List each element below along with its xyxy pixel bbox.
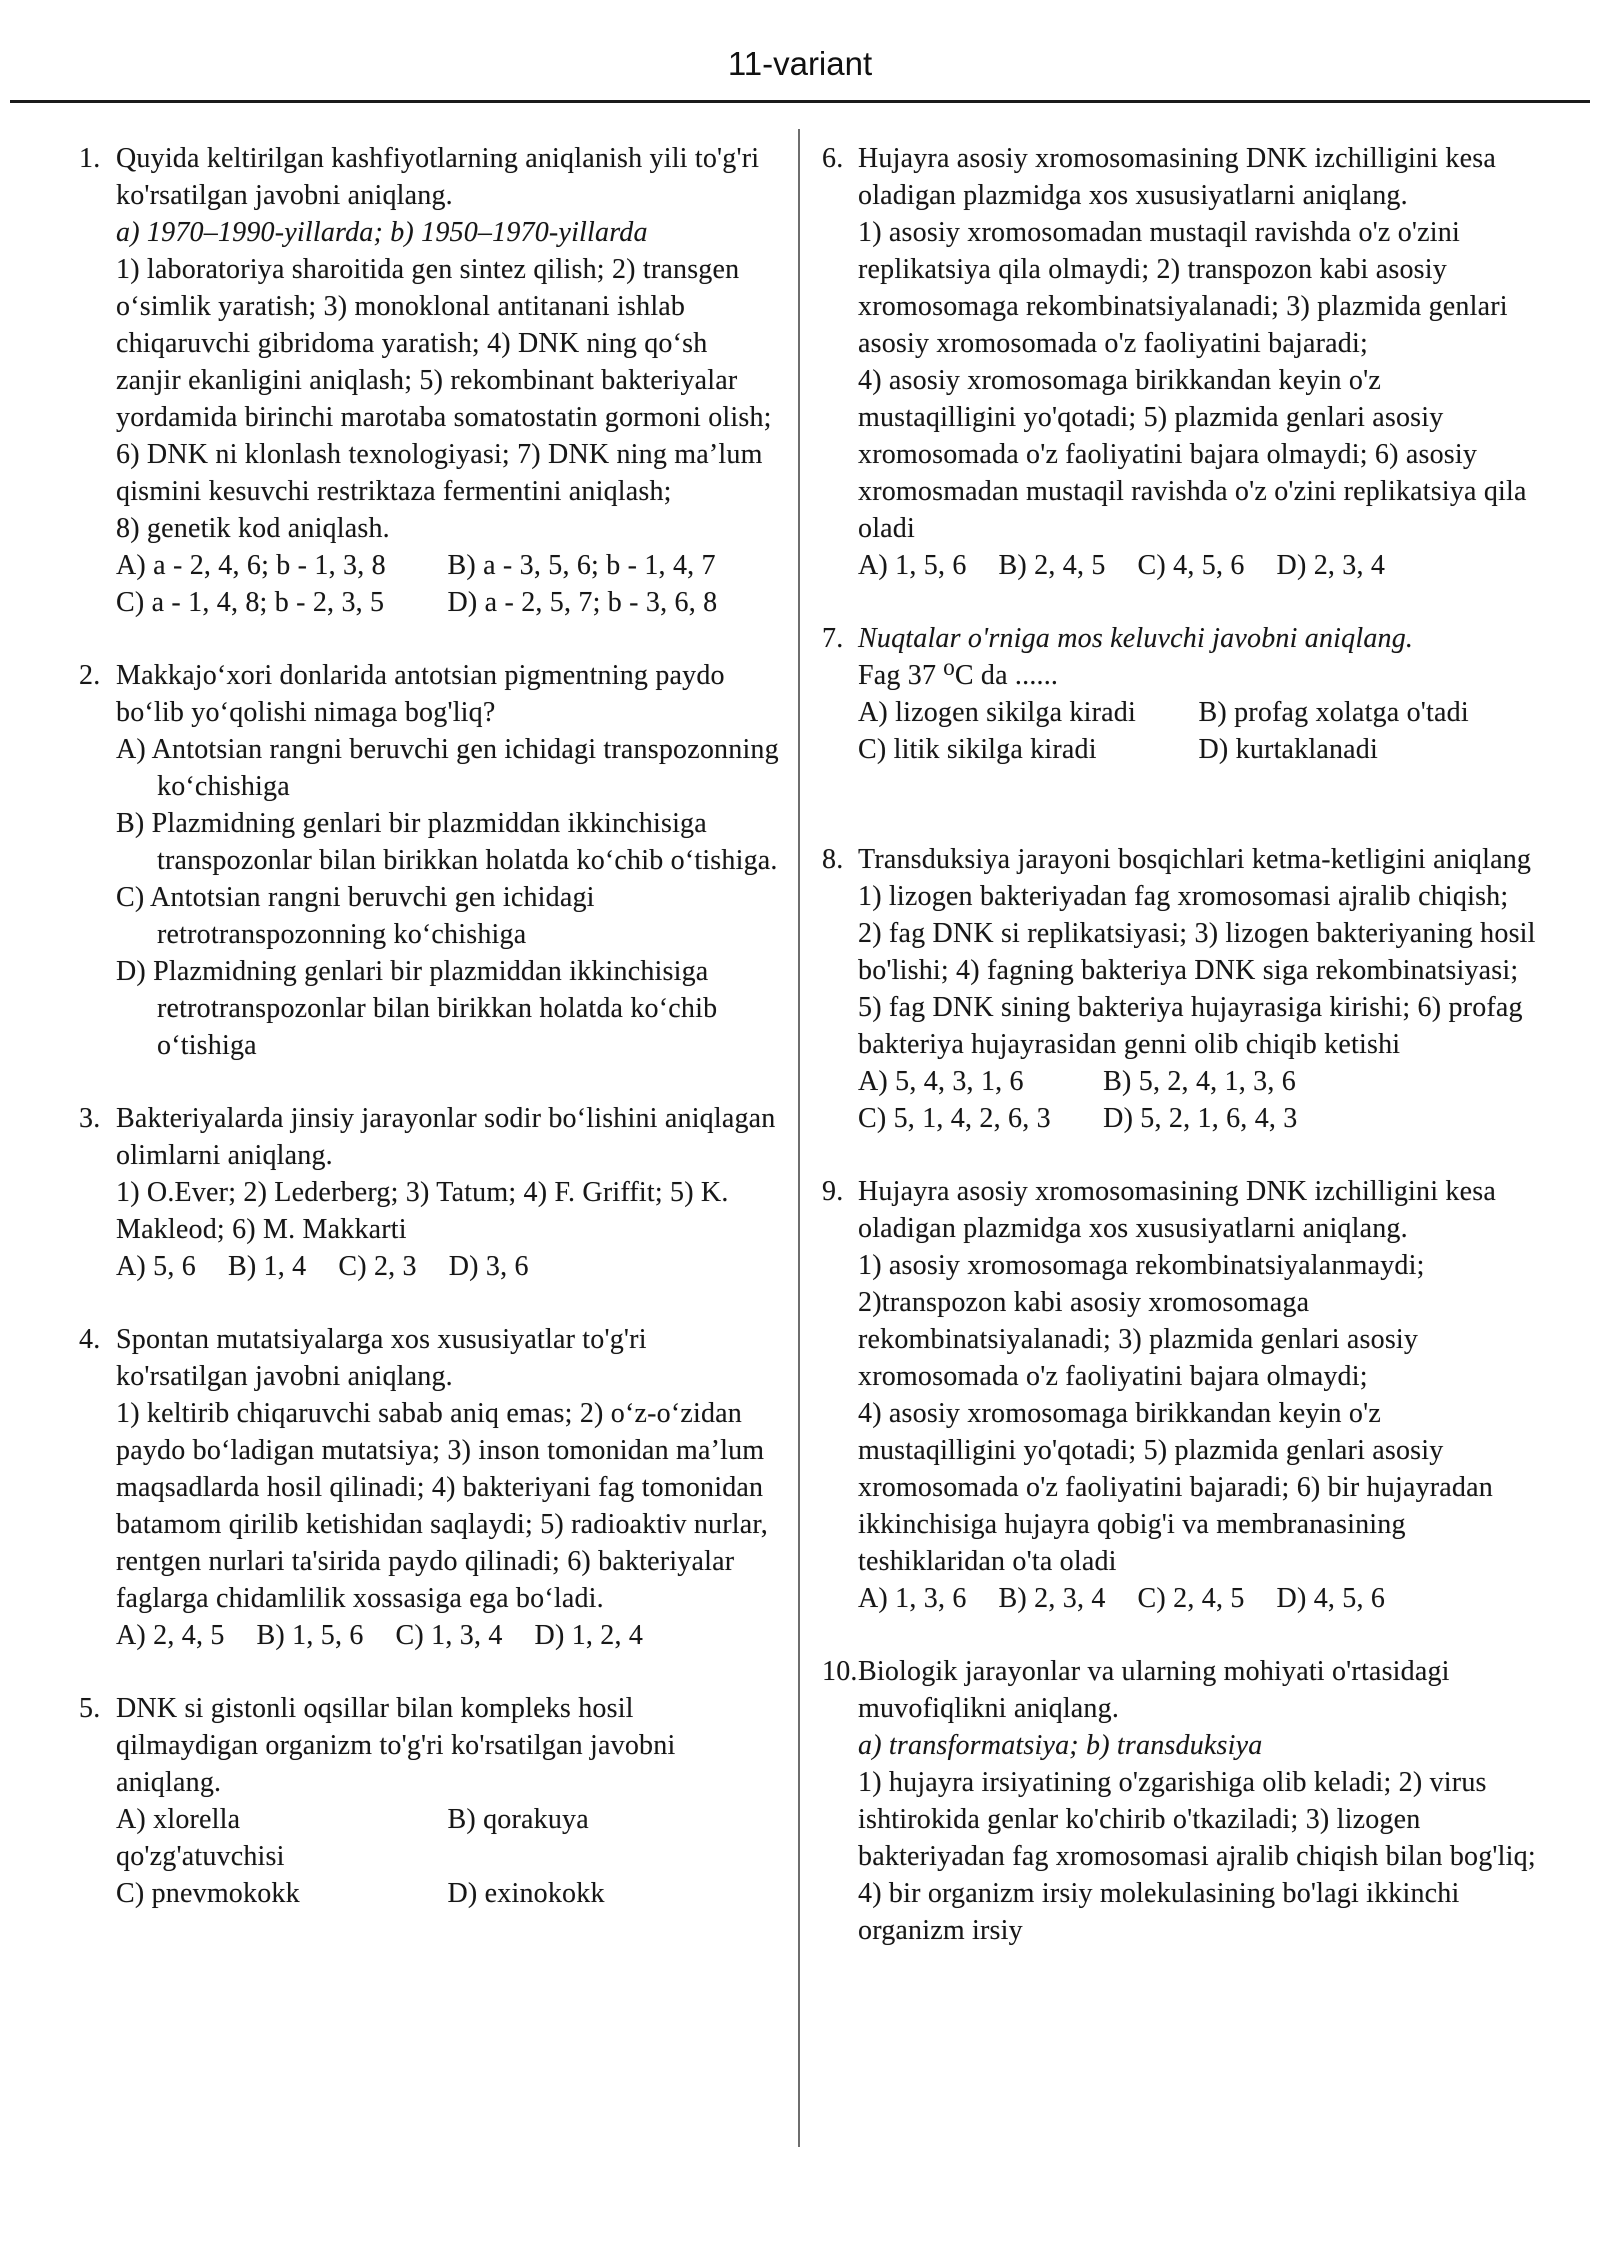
question-9	[822, 1173, 1539, 1617]
questions-column-right	[822, 140, 1539, 1985]
answer-option-row	[116, 1248, 779, 1285]
question-text: Fag 37 ⁰C da ......	[858, 660, 1059, 691]
question-number: 7.	[822, 623, 844, 654]
answer-option-row	[116, 547, 779, 584]
question-text-italic: Nuqtalar o'rniga mos keluvchi javobni aniqlang.	[858, 623, 1414, 654]
answer-option-row	[858, 694, 1539, 731]
question-text: Biologik jarayonlar va ularning mohiyati o'rtasidagi muvofiqlikni aniqlang.	[858, 1656, 1450, 1724]
answer-option: D) a - 2, 5, 7; b - 3, 6, 8	[447, 587, 718, 618]
question-text-italic: a) transformatsiya; b) transduksiya	[858, 1730, 1263, 1761]
answer-option: A) xlorella	[116, 1804, 241, 1835]
answer-option: B) 1, 4	[227, 1251, 307, 1282]
answer-option: B) 2, 3, 4	[998, 1583, 1106, 1614]
answer-option-row	[116, 1875, 779, 1912]
question-text: Spontan mutatsiyalarga xos xususiyatlar to'g'ri ko'rsatilgan javobni aniqlang.	[116, 1324, 647, 1392]
question-text: Makkajoʻxori donlarida antotsian pigmentning paydo boʻlib yoʻqolishi nimaga bog'liq?	[116, 660, 725, 728]
question-text: qo'zg'atuvchisi	[116, 1841, 285, 1872]
question-body	[858, 620, 1539, 768]
question-text: 1) hujayra irsiyatining o'zgarishiga olib keladi; 2) virus ishtirokida genlar ko'chirib o'tkaziladi; 3) lizogen bakteriyadan fag xromosomasi ajralib chiqish bilan bog'liq; 4) bir organizm irsiy molekulasining bo'lagi ikkinchi organizm irsiy	[858, 1767, 1536, 1946]
answer-option: D) 1, 2, 4	[534, 1620, 644, 1651]
answer-option: B) 5, 2, 4, 1, 3, 6	[1103, 1066, 1296, 1097]
questions-column-left	[79, 140, 779, 1948]
answer-option: D) 4, 5, 6	[1276, 1583, 1386, 1614]
question-text: Hujayra asosiy xromosomasining DNK izchilligini kesa oladigan plazmidga xos xususiyatlarni aniqlang.	[858, 1176, 1496, 1244]
answer-option: A) 5, 4, 3, 1, 6	[858, 1066, 1024, 1097]
question-body	[116, 140, 779, 621]
column-divider	[798, 129, 800, 2147]
answer-option: B) qorakuya	[447, 1804, 589, 1835]
answer-option: C) 4, 5, 6	[1137, 550, 1245, 581]
answer-option: A) a - 2, 4, 6; b - 1, 3, 8	[116, 550, 386, 581]
question-text: 1) keltirib chiqaruvchi sabab aniq emas; 2) oʻz-oʻzidan paydo boʻladigan mutatsiya; 3) inson tomonidan ma’lum maqsadlarda hosil qilinadi; 4) bakteriyani fag tomonidan batamom qirilib ketishidan saqlaydi; 5) radioaktiv nurlar, rentgen nurlari ta'sirida paydo qilinadi; 6) bakteriyalar faglarga chidamlilik xossasiga ega boʻladi.	[116, 1398, 768, 1614]
answer-option: D) 2, 3, 4	[1276, 550, 1386, 581]
page-title: 11-variant	[727, 45, 873, 82]
question-number: 1.	[79, 143, 101, 174]
question-4	[79, 1321, 779, 1654]
question-body	[116, 657, 779, 1064]
answer-option: A) 2, 4, 5	[116, 1620, 225, 1651]
question-1	[79, 140, 779, 621]
answer-option: D) 3, 6	[448, 1251, 529, 1282]
answer-option: D) Plazmidning genlari bir plazmiddan ikkinchisiga retrotranspozonlar bilan birikkan holatda koʻchib oʻtishiga	[116, 956, 718, 1061]
question-number: 5.	[79, 1693, 101, 1724]
answer-option: B) profag xolatga o'tadi	[1198, 697, 1469, 728]
answer-option: C) 2, 4, 5	[1137, 1583, 1245, 1614]
question-number: 3.	[79, 1103, 101, 1134]
question-text: 4) asosiy xromosomaga birikkandan keyin o'z mustaqilligini yo'qotadi; 5) plazmida genlari asosiy xromosomada o'z faoliyatini bajara olmaydi; 6) asosiy xromosmadan mustaqil ravishda o'z o'zini replikatsiya qila oladi	[858, 365, 1527, 544]
answer-option-row	[858, 1100, 1539, 1137]
question-text: 1) asosiy xromosomaga rekombinatsiyalanmaydi; 2)transpozon kabi asosiy xromosomaga rekombinatsiyalanadi; 3) plazmida genlari asosiy xromosomada o'z faoliyatini bajara olmaydi;	[858, 1250, 1425, 1392]
question-text: Hujayra asosiy xromosomasining DNK izchilligini kesa oladigan plazmidga xos xususiyatlarni aniqlang.	[858, 143, 1496, 211]
question-text: Bakteriyalarda jinsiy jarayonlar sodir boʻlishini aniqlagan olimlarni aniqlang.	[116, 1103, 776, 1171]
answer-option: B) Plazmidning genlari bir plazmiddan ikkinchisiga transpozonlar bilan birikkan holatda koʻchib oʻtishiga.	[116, 808, 778, 876]
question-10	[822, 1653, 1539, 1949]
question-5	[79, 1690, 779, 1912]
answer-option: D) 5, 2, 1, 6, 4, 3	[1103, 1103, 1298, 1134]
question-number: 4.	[79, 1324, 101, 1355]
question-number: 2.	[79, 660, 101, 691]
answer-option: C) litik sikilga kiradi	[858, 734, 1097, 765]
question-text: Transduksiya jarayoni bosqichlari ketma-ketligini aniqlang	[858, 844, 1532, 875]
question-text-italic: a) 1970–1990-yillarda; b) 1950–1970-yillarda	[116, 217, 648, 248]
answer-option: B) 1, 5, 6	[256, 1620, 364, 1651]
question-number: 9.	[822, 1176, 844, 1207]
question-7	[822, 620, 1539, 768]
question-body	[116, 1100, 779, 1285]
question-3	[79, 1100, 779, 1285]
header-rule	[10, 100, 1590, 103]
question-body	[858, 140, 1539, 584]
answer-option: B) a - 3, 5, 6; b - 1, 4, 7	[447, 550, 716, 581]
answer-option: C) 5, 1, 4, 2, 6, 3	[858, 1103, 1051, 1134]
question-8	[822, 841, 1539, 1137]
question-6	[822, 140, 1539, 584]
answer-option: C) 1, 3, 4	[395, 1620, 503, 1651]
question-text: DNK si gistonli oqsillar bilan kompleks hosil qilmaydigan organizm to'g'ri ko'rsatilgan javobni aniqlang.	[116, 1693, 676, 1798]
answer-option: C) a - 1, 4, 8; b - 2, 3, 5	[116, 587, 385, 618]
answer-option-row	[858, 1063, 1539, 1100]
question-number: 8.	[822, 844, 844, 875]
answer-option: A) 5, 6	[116, 1251, 196, 1282]
answer-option-row	[116, 584, 779, 621]
question-body	[116, 1321, 779, 1654]
answer-option-row	[116, 1801, 779, 1838]
answer-option: D) kurtaklanadi	[1198, 734, 1378, 765]
question-text: 2) fag DNK si replikatsiyasi; 3) lizogen bakteriyaning hosil bo'lishi; 4) fagning bakteriya DNK siga rekombinatsiyasi; 5) fag DNK sining bakteriya hujayrasiga kirishi; 6) profag bakteriya hujayrasidan genni olib chiqib ketishi	[858, 918, 1536, 1060]
question-body	[858, 841, 1539, 1137]
answer-option-row	[116, 1617, 779, 1654]
answer-option: A) 1, 5, 6	[858, 550, 967, 581]
answer-option: A) lizogen sikilga kiradi	[858, 697, 1136, 728]
answer-option: B) 2, 4, 5	[998, 550, 1106, 581]
question-text: 8) genetik kod aniqlash.	[116, 513, 390, 544]
question-body	[858, 1653, 1539, 1949]
question-number: 6.	[822, 143, 844, 174]
question-number: 10.	[822, 1656, 858, 1687]
answer-option: C) 2, 3	[338, 1251, 417, 1282]
answer-option-row	[858, 1580, 1539, 1617]
question-2	[79, 657, 779, 1064]
question-text: Quyida keltirilgan kashfiyotlarning aniqlanish yili to'g'ri ko'rsatilgan javobni aniqlang.	[116, 143, 760, 211]
question-body	[858, 1173, 1539, 1617]
question-text: 4) asosiy xromosomaga birikkandan keyin o'z mustaqilligini yo'qotadi; 5) plazmida genlari asosiy xromosomada o'z faoliyatini bajaradi; 6) bir hujayradan ikkinchisiga hujayra qobig'i va membranasining teshiklaridan o'ta oladi	[858, 1398, 1493, 1577]
answer-option: C) Antotsian rangni beruvchi gen ichidagi retrotranspozonning koʻchishiga	[116, 882, 595, 950]
question-text: 1) O.Ever; 2) Lederberg; 3) Tatum; 4) F. Griffit; 5) K. Makleod; 6) M. Makkarti	[116, 1177, 729, 1245]
question-text: 1) lizogen bakteriyadan fag xromosomasi ajralib chiqish;	[858, 881, 1509, 912]
answer-option: D) exinokokk	[447, 1878, 605, 1909]
answer-option: C) pnevmokokk	[116, 1878, 300, 1909]
answer-option: A) 1, 3, 6	[858, 1583, 967, 1614]
question-body	[116, 1690, 779, 1912]
answer-option: A) Antotsian rangni beruvchi gen ichidagi transpozonning koʻchishiga	[116, 734, 779, 802]
answer-option-row	[858, 731, 1539, 768]
answer-option-row	[858, 547, 1539, 584]
question-text: 1) laboratoriya sharoitida gen sintez qilish; 2) transgen oʻsimlik yaratish; 3) monoklonal antitanani ishlab chiqaruvchi gibridoma yaratish; 4) DNK ning qoʻsh zanjir ekanligini aniqlash; 5) rekombinant bakteriyalar yordamida birinchi marotaba somatostatin gormoni olish; 6) DNK ni klonlash texnologiyasi; 7) DNK ning ma’lum qismini kesuvchi restriktaza fermentini aniqlash;	[116, 254, 772, 507]
question-text: 1) asosiy xromosomadan mustaqil ravishda o'z o'zini replikatsiya qila olmaydi; 2) transpozon kabi asosiy xromosomaga rekombinatsiyalanadi; 3) plazmida genlari asosiy xromosomada o'z faoliyatini bajaradi;	[858, 217, 1508, 359]
